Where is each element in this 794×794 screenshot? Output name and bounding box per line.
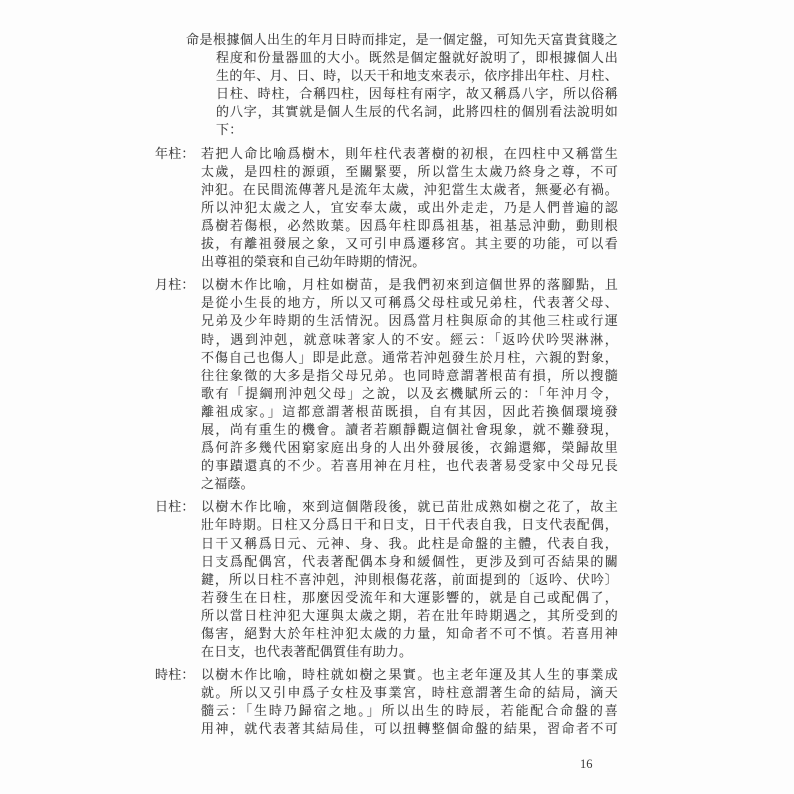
text-line: 時，遇到沖剋，就意味著家人的不安。經云：「返吟伏吟哭淋淋， xyxy=(201,331,618,347)
section-body-month-pillar xyxy=(201,276,618,493)
text-line: 以樹木作比喻，月柱如樹苗，是我們初來到這個世界的落腳點，且 xyxy=(201,277,618,293)
text-line: 離祖成家。」這都意謂著根苗既損，自有其因，因此若換個環境發 xyxy=(201,403,618,419)
text-line: 是從小生長的地方，所以又可稱爲父母柱或兄弟柱，代表著父母、 xyxy=(201,295,618,311)
section-label-month-pillar: 月柱： xyxy=(155,277,195,293)
intro-line: 的八字，其實就是個人生辰的代名詞，此將四柱的個別看法說明如 xyxy=(216,104,618,120)
text-line: 拔，有離祖發展之象，又可引申爲遷移宮。其主要的功能，可以看 xyxy=(201,236,618,252)
text-line: 就。所以又引申爲子女柱及事業宮，時柱意謂著生命的結局，滴天 xyxy=(201,685,618,701)
text-line: 所以沖犯太歲之人，宜安奉太歲，或出外走走，乃是人們普遍的認 xyxy=(201,199,618,215)
text-line: 之福蔭。 xyxy=(201,476,254,492)
text-line: 若把人命比喻爲樹木，則年柱代表著樹的初根，在四柱中又稱當生 xyxy=(201,145,618,161)
section-hour-pillar xyxy=(155,666,618,738)
text-line: 沖犯。在民間流傳著凡是流年太歲，沖犯當生太歲者，無憂必有禍。 xyxy=(201,181,618,197)
section-day-pillar xyxy=(155,498,618,661)
text-line: 鍵，所以日柱不喜沖剋，沖則根傷花落，前面提到的〔返吟、伏吟〕 xyxy=(201,571,618,587)
text-line: 往往象徵的大多是指父母兄弟。也同時意謂著根苗有損，所以搜髓 xyxy=(201,367,618,383)
text-line: 兄弟及少年時期的生活情況。因爲當月柱與原命的其他三柱或行運 xyxy=(201,313,618,329)
text-line: 傷害，絕對大於年柱沖犯太歲的力量，知命者不可不慎。若喜用神 xyxy=(201,626,618,641)
section-label-day-pillar: 日柱： xyxy=(155,499,195,515)
section-month-pillar xyxy=(155,276,618,493)
page-number: 16 xyxy=(580,757,593,771)
text-line: 若發生在日柱，那麼因受流年和大運影響的，就是自己或配偶了， xyxy=(201,589,618,605)
section-year-pillar xyxy=(155,145,618,272)
section-label-hour-pillar: 時柱： xyxy=(155,667,195,683)
intro-line: 生的年、月、日、時，以天干和地支來表示，依序排出年柱、月柱、 xyxy=(216,68,618,84)
intro-line: 命是根據個人出生的年月日時而排定，是一個定盤，可知先天富貴貧賤之 xyxy=(186,32,618,47)
text-line: 日干又稱爲日元、元神、身、我。此柱是命盤的主體，代表自我， xyxy=(201,535,618,551)
intro-line: 日柱、時柱，合稱四柱，因每柱有兩字，故又稱爲八字，所以俗稱 xyxy=(216,86,618,102)
text-line: 出尊祖的榮衰和自己幼年時期的情況。 xyxy=(201,254,426,270)
text-line: 太歲，是四柱的源頭，至關緊要，所以當生太歲乃終身之尊，不可 xyxy=(201,163,618,179)
text-line: 髓云：「生時乃歸宿之地。」所以出生的時辰，若能配合命盤的喜 xyxy=(201,703,618,719)
pillar-sections xyxy=(155,145,618,739)
text-line: 不傷自己也傷人」即是此意。通常若沖剋發生於月柱，六親的對象， xyxy=(201,349,618,365)
section-label-year-pillar: 年柱： xyxy=(155,145,195,161)
text-line: 爲何許多幾代困窮家庭出身的人出外發展後，衣錦還鄉，榮歸故里 xyxy=(201,440,618,456)
section-body-day-pillar xyxy=(201,498,618,661)
text-line: 日支爲配偶宮，代表著配偶本身和緩個性，更涉及到可否結果的關 xyxy=(201,553,618,569)
text-line: 所以當日柱沖犯大運與太歲之期，若在壯年時期遇之，其所受到的 xyxy=(201,607,618,623)
intro-line: 下： xyxy=(216,122,243,138)
text-line: 的事蹟還真的不少。若喜用神在月柱，也代表著易受家中父母兄長 xyxy=(201,458,618,474)
text-block xyxy=(155,31,618,739)
text-line: 歌有「提綱刑沖剋父母」之說，以及玄機賦所云的：「年沖月令， xyxy=(201,385,618,401)
text-line: 壯年時期。日柱又分爲日干和日支，日干代表自我，日支代表配偶， xyxy=(201,517,618,533)
intro-paragraph xyxy=(186,31,618,140)
intro-line: 程度和份量器皿的大小。既然是個定盤就好說明了，即根據個人出 xyxy=(216,50,618,66)
text-line: 以樹木作比喻，來到這個階段後，就已苗壯成熟如樹之花了，故主 xyxy=(201,499,618,515)
text-line: 展，尚有重生的機會。讀者若願靜觀這個社會現象，就不難發現， xyxy=(201,421,618,437)
text-line: 以樹木作比喻，時柱就如樹之果實。也主老年運及其人生的事業成 xyxy=(201,667,618,683)
section-body-year-pillar xyxy=(201,145,618,272)
text-line: 在日支，也代表著配偶質佳有助力。 xyxy=(201,644,413,660)
section-body-hour-pillar xyxy=(201,666,618,738)
text-line: 用神，就代表著其結局佳，可以扭轉整個命盤的結果，習命者不可 xyxy=(201,721,618,737)
text-line: 爲樹若傷根，必然敗葉。因爲年柱即爲祖基，祖基忌沖動，動則根 xyxy=(201,217,618,233)
